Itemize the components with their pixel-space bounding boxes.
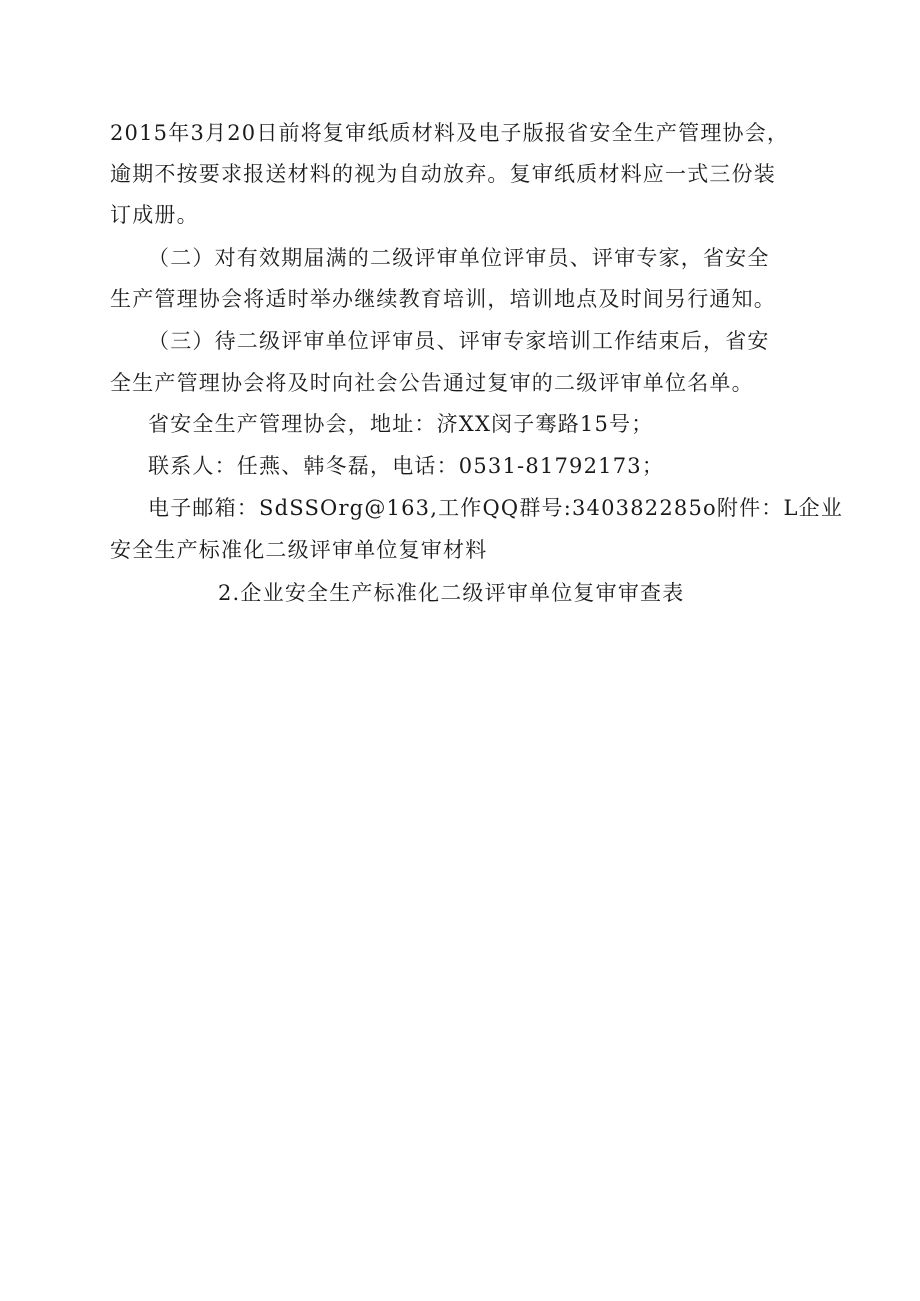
paragraph-line: （三）待二级评审单位评审员、评审专家培训工作结束后，省安 [148, 329, 770, 353]
paragraph-line: 2015年3月20日前将复审纸质材料及电子版报省安全生产管理协会， [110, 121, 790, 145]
attachment-line: 2.企业安全生产标准化二级评审单位复审审查表 [218, 581, 685, 605]
paragraph-line: 订成册。 [110, 203, 199, 227]
paragraph-line: 生产管理协会将适时举办继续教育培训，培训地点及时间另行通知。 [110, 287, 776, 311]
paragraph-line: （二）对有效期届满的二级评审单位评审员、评审专家，省安全 [148, 246, 770, 270]
paragraph-line: 逾期不按要求报送材料的视为自动放弃。复审纸质材料应一式三份装 [110, 162, 776, 186]
attachment-line: 安全生产标准化二级评审单位复审材料 [110, 538, 488, 562]
contact-line: 联系人：任燕、韩冬磊，电话：0531-81792173； [148, 454, 665, 478]
paragraph-line: 全生产管理协会将及时向社会公告通过复审的二级评审单位名单。 [110, 371, 754, 395]
email-line: 电子邮箱：SdSSOrg@163,工作QQ群号:340382285o附件：L企业 [148, 496, 844, 520]
address-line: 省安全生产管理协会，地址：济XX闵子骞路15号； [148, 412, 654, 436]
